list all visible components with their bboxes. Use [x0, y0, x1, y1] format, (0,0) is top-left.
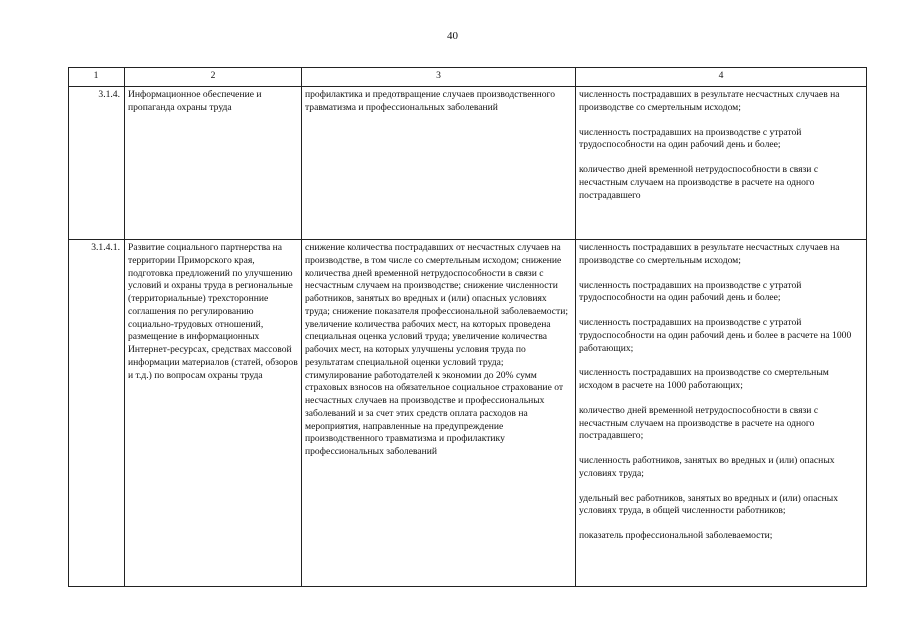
row-indicators: [576, 87, 867, 240]
column-header-4: 4: [576, 68, 867, 87]
table-row: [69, 87, 867, 240]
header-row: [69, 68, 867, 87]
row-title: Развитие социального партнерства на территории Приморского края, подготовка предложений по улучшению условий и охраны труда в региональные (территориальные) трехсторонние соглашения по регулированию социально-трудовых отношений, размещение в информационных Интернет-ресурсах, средствах массовой информации материалов (статей, обзоров и т.д.) по вопросам охраны труда: [125, 240, 302, 587]
column-header-3: 3: [302, 68, 576, 87]
row-indicators: [576, 240, 867, 587]
indicator-item: численность пострадавших на производстве с утратой трудоспособности на один рабочий день и более;: [579, 279, 802, 304]
row-title: Информационное обеспечение и пропаганда охраны труда: [125, 87, 302, 240]
indicator-item: численность пострадавших в результате несчастных случаев на производстве со смертельным исходом;: [579, 242, 840, 266]
row-number: 3.1.4.: [69, 87, 125, 240]
column-header-2: 2: [125, 68, 302, 87]
table-row: [69, 240, 867, 587]
column-header-1: 1: [69, 68, 125, 87]
indicator-item: показатель профессиональной заболеваемости;: [579, 530, 773, 541]
measures-table: [68, 67, 867, 587]
indicator-item: численность пострадавших на производстве с утратой трудоспособности на один рабочий день и более;: [579, 126, 802, 151]
row-description: профилактика и предотвращение случаев производственного травматизма и профессиональных заболеваний: [302, 87, 576, 240]
indicator-item: численность пострадавших на производстве с утратой трудоспособности на один рабочий день и более в расчете на 1000 работающих;: [579, 317, 852, 354]
table-header: [69, 68, 867, 87]
indicator-item: численность пострадавших на производстве со смертельным исходом в расчете на 1000 работающих;: [579, 367, 829, 391]
indicator-item: количество дней временной нетрудоспособности в связи с несчастным случаем на производстве в расчете на одного пострадавшего: [579, 164, 819, 201]
page-number: 40: [447, 30, 458, 42]
row-description: снижение количества пострадавших от несчастных случаев на производстве, в том числе со смертельным исходом; снижение количества дней временной нетрудоспособности в связи с несчастным случаем на производстве; снижение численности работников, занятых во вредных и (или) опасных условиях труда; снижение показателя профессиональной заболеваемости; увеличение количества рабочих мест, на которых проведена специальная оценка условий труда; увеличение количества рабочих мест, на которых улучшены условия труда по результатам специальной оценки условий труда; стимулирование работодателей к экономии до 20% сумм страховых взносов на обязательное социальное страхование от несчастных случаев на производстве и профессиональных заболеваний и за счет этих средств оплата расходов на мероприятия, направленные на предупреждение производственного травматизма и профилактику профессиональных заболеваний: [302, 240, 576, 587]
indicator-item: количество дней временной нетрудоспособности в связи с несчастным случаем на производстве в расчете на одного пострадавшего;: [579, 404, 819, 442]
row-number: 3.1.4.1.: [69, 240, 125, 587]
indicator-item: численность пострадавших в результате несчастных случаев на производстве со смертельным исходом;: [579, 89, 840, 113]
indicator-item: удельный вес работников, занятых во вредных и (или) опасных условиях труда, в общей численности работников;: [579, 492, 839, 517]
indicator-item: численность работников, занятых во вредных и (или) опасных условиях труда;: [579, 455, 835, 479]
